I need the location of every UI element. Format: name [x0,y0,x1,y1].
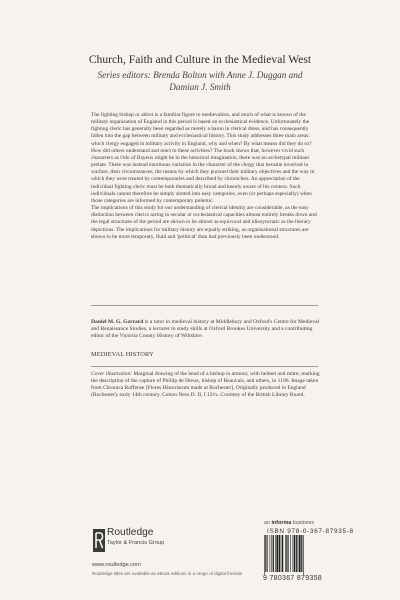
barcode-icon [263,535,321,575]
author-bio [91,319,320,341]
barcode-bar [286,535,287,572]
informa-business-tag [264,520,314,526]
author-bio-text: is a tutor in medieval history at Middlebury and Oxford's Centre for Medieval and Renaissance Studies, a lecturer in study skills at Oxford Brookes University and a contributing editor of the Victoria County History of Wiltshire. [91,319,320,340]
barcode-bar [276,535,278,572]
informa-prefix: an [264,520,272,526]
barcode-number: 9 780367 879358 [263,575,322,582]
barcode [263,535,321,577]
barcode-bar [282,535,283,572]
cover-illustration-label: Cover illustration: [91,371,133,377]
cover-illustration-credit [91,371,320,399]
barcode-bar [279,535,280,572]
barcode-bar [271,535,272,572]
barcode-bar [285,535,286,572]
subject-category: MEDIEVAL HISTORY [91,351,154,358]
barcode-bar [303,535,304,575]
barcode-bar [294,535,295,572]
barcode-bar [275,535,276,572]
book-description [91,112,320,241]
barcode-bar [281,535,282,572]
barcode-bar [301,535,302,572]
ebook-note: Routledge titles are available as eBook editions in a range of digital formats [92,571,243,576]
description-paragraph-2: The implications of this study for our understanding of clerical identity are considerable, as the easy distinction between clerics acting in secular or ecclesiastical capacities almost entirely breaks down and the legal structures of the period are shown to be almost as equivocal and idiosyncratic as the literary depictions. The implications for military history are equally striking, as organisational structures are shown to be more temporary, fluid and 'political' than had previously been understood. [91,205,317,240]
barcode-bar [299,535,301,572]
cover-illustration-text: Marginal drawing of the head of a bishop in armour, with helmet and mitre; marking the description of the capture of Phillip de Dreux, bishop of Beauvais, and others, in 1196. Image taken from Chronica Roffense [Flores Historiarum made at Rochester]. Originally produced in England (Rochester); early 14th century. Cotton Nero D. II, f.121v. Courtesy of the British Library Board. [91,371,320,399]
publisher-group: Taylor & Francis Group [107,540,165,546]
informa-suffix: business [291,520,315,526]
series-editors-line-2: Damian J. Smith [169,82,231,92]
barcode-bar [297,535,298,572]
series-header [0,53,400,93]
author-name: Daniel M. G. Gerrard [91,319,144,325]
publisher-name: Routledge [107,527,154,538]
barcode-bar [293,535,294,572]
series-editors [0,69,400,93]
description-paragraph-1: The fighting bishop or abbot is a familiar figure to medievalists, and much of what is known of the military organisation of England in this period is based on ecclesiastical evidence. Unfortunately the fighting cleric has generally been regarded as merely a baron in clerical dress, and has consequently fallen into the gap between military and ecclesiastical history. This study addresses three main areas: which clergy engaged in military activity in England, why and when? By what means did they do so? How did others understand and react to these activities? The book shows that, however vivid such characters as Odo of Bayeux might be in the historical imagination, there was no archetypal militant prelate. There was instead enormous variation in the character of the clergy that became involved in warfare, their circumstances, the means by which they pursued their military objectives and the way in which they were treated by contemporaries and described by chroniclers. An appreciation of the individual fighting cleric must be both thematically broad and keenly aware of his context. Such individuals cannot therefore be simply slotted into easy categories, even (or perhaps especially) when those categories are informed by contemporary polemic. [91,112,315,204]
informa-brand: informa [271,520,292,526]
series-editors-line-1: Series editors: Brenda Bolton with Anne J. Duggan and [97,70,303,80]
barcode-bar [290,535,291,572]
barcode-bar [270,535,271,572]
barcode-bar [264,535,265,575]
barcode-bar [273,535,274,572]
divider [91,366,318,367]
barcode-bar [288,535,289,572]
divider [91,305,318,306]
publisher-website: www.routledge.com [92,562,141,568]
series-title: Church, Faith and Culture in the Medieval West [88,53,312,66]
isbn-label: ISBN 978-0-367-87935-8 [267,528,354,535]
barcode-bar [296,535,297,572]
barcode-bar [265,535,266,572]
barcode-bar [267,535,268,572]
routledge-logo-icon [93,529,105,552]
